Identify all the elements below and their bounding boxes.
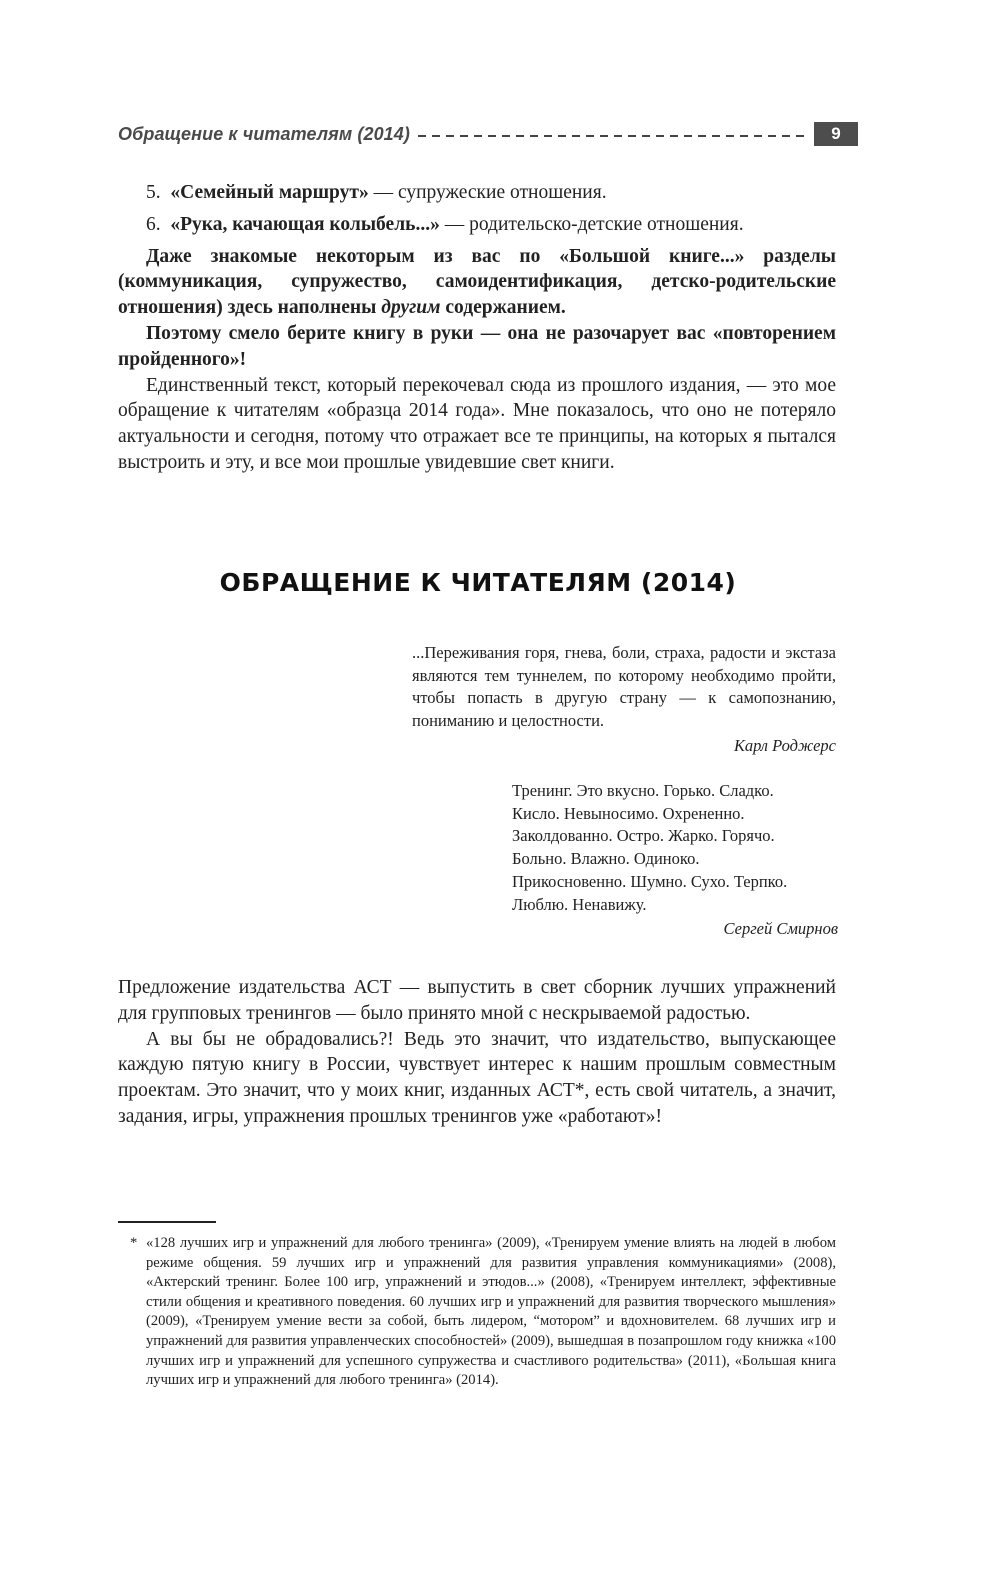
- epigraph-text: ...Переживания горя, гнева, боли, страха, радости и экстаза являются тем туннелем, по которому необходимо пройти, чтобы попасть в другую страну — к самопознанию, пониманию и целостности.: [412, 643, 836, 731]
- intro-paragraph: Единственный текст, который перекочевал сюда из прошлого издания, — это мое обращение к читателям «образца 2014 года». Мне показалось, что оно не потеряло актуальности и сегодня, потому что отражает все те принципы, на которых я пытался выстроить и эту, и все мои прошлые увидевшие свет книги.: [118, 374, 836, 473]
- emphasis-word: другим: [381, 297, 441, 319]
- list-item-text: — родительско-детские отношения.: [439, 213, 744, 235]
- bold-paragraph-sections: Даже знакомые некоторым из вас по «Большой книге...» разделы (коммуникация, супружество, самоидентификация, детско-родительские отношения) здесь наполнены другим содержанием.: [118, 245, 836, 319]
- epigraph-line: Больно. Влажно. Одиноко.: [512, 849, 700, 869]
- paragraph-publisher-offer: Предложение издательства АСТ — выпустить в свет сборник лучших упражнений для групповых тренингов — было принято мной с нескрываемой радостью.: [118, 977, 836, 1024]
- running-head-dashed-rule: [418, 135, 804, 137]
- epigraph-author: Карл Роджерс: [733, 735, 836, 755]
- paragraph-reaction: А вы бы не обрадовались?! Ведь это значит, что издательство, выпускающее каждую пятую книгу в России, чувствует интерес к нашим прошлым совместным проектам. Это значит, что у моих книг, изданных АСТ*, есть свой читатель, а значит, задания, игры, упражнения прошлых тренингов уже «работают»!: [118, 1028, 836, 1127]
- epigraph-line: Люблю. Ненавижу.: [512, 894, 647, 914]
- epigraph-line: Кисло. Невыносимо. Охрененно.: [512, 803, 745, 823]
- footnote-separator: [118, 1221, 216, 1223]
- list-item-text: — супружеские отношения.: [368, 182, 607, 203]
- list-item-title: «Семейный маршрут»: [170, 182, 369, 203]
- upper-text-block: [118, 180, 836, 476]
- main-text-block: [118, 975, 836, 1130]
- footnote-text: «128 лучших игр и упражнений для любого тренинга» (2009), «Тренируем умение влиять на людей в любом режиме общения. 59 лучших игр и упражнений для развития управления коммуникациями» (2008), «Актерский тренинг. Более 100 игр, упражнений и этюдов...» (2008), «Тренируем интеллект, эффективные стили общения и креативного поведения. 60 лучших игр и упражнений для развития творческого мышления» (2009), «Тренируем умение вести за собой, быть лидером, “мотором” и вдохновителем. 68 лучших игр и упражнений для развития управленческих способностей» (2009), вышедшая в позапрошлом году книжка «100 лучших игр и упражнений для успешного супружества и счастливого родительства» (2011), «Большая книга лучших игр и упражнений для любого тренинга» (2014).: [146, 1235, 836, 1389]
- running-head: [118, 122, 858, 146]
- bold-paragraph-encouragement: Поэтому смело берите книгу в руки — она не разочарует вас «повторением пройденного»!: [118, 322, 836, 370]
- epigraph-rogers: [412, 642, 836, 758]
- list-item: [118, 180, 836, 206]
- epigraph-line: Заколдованно. Остро. Жарко. Горячо.: [512, 826, 775, 846]
- list-item-number: 6.: [146, 213, 161, 235]
- list-item: [118, 212, 836, 238]
- epigraph-smirnov: [512, 780, 838, 941]
- list-item-title: «Рука, качающая колыбель...»: [170, 213, 440, 235]
- epigraph-line: Прикосновенно. Шумно. Сухо. Терпко.: [512, 871, 788, 891]
- epigraph-line: Тренинг. Это вкусно. Горько. Сладко.: [512, 781, 774, 800]
- page-number-badge: 9: [814, 122, 858, 146]
- footnote: [118, 1234, 836, 1391]
- section-heading: ОБРАЩЕНИЕ К ЧИТАТЕЛЯМ (2014): [219, 568, 737, 597]
- epigraph-author: Сергей Смирнов: [723, 919, 838, 939]
- list-item-number: 5.: [146, 182, 161, 203]
- running-head-title: Обращение к читателям (2014): [118, 123, 410, 144]
- footnote-asterisk: *: [130, 1235, 138, 1251]
